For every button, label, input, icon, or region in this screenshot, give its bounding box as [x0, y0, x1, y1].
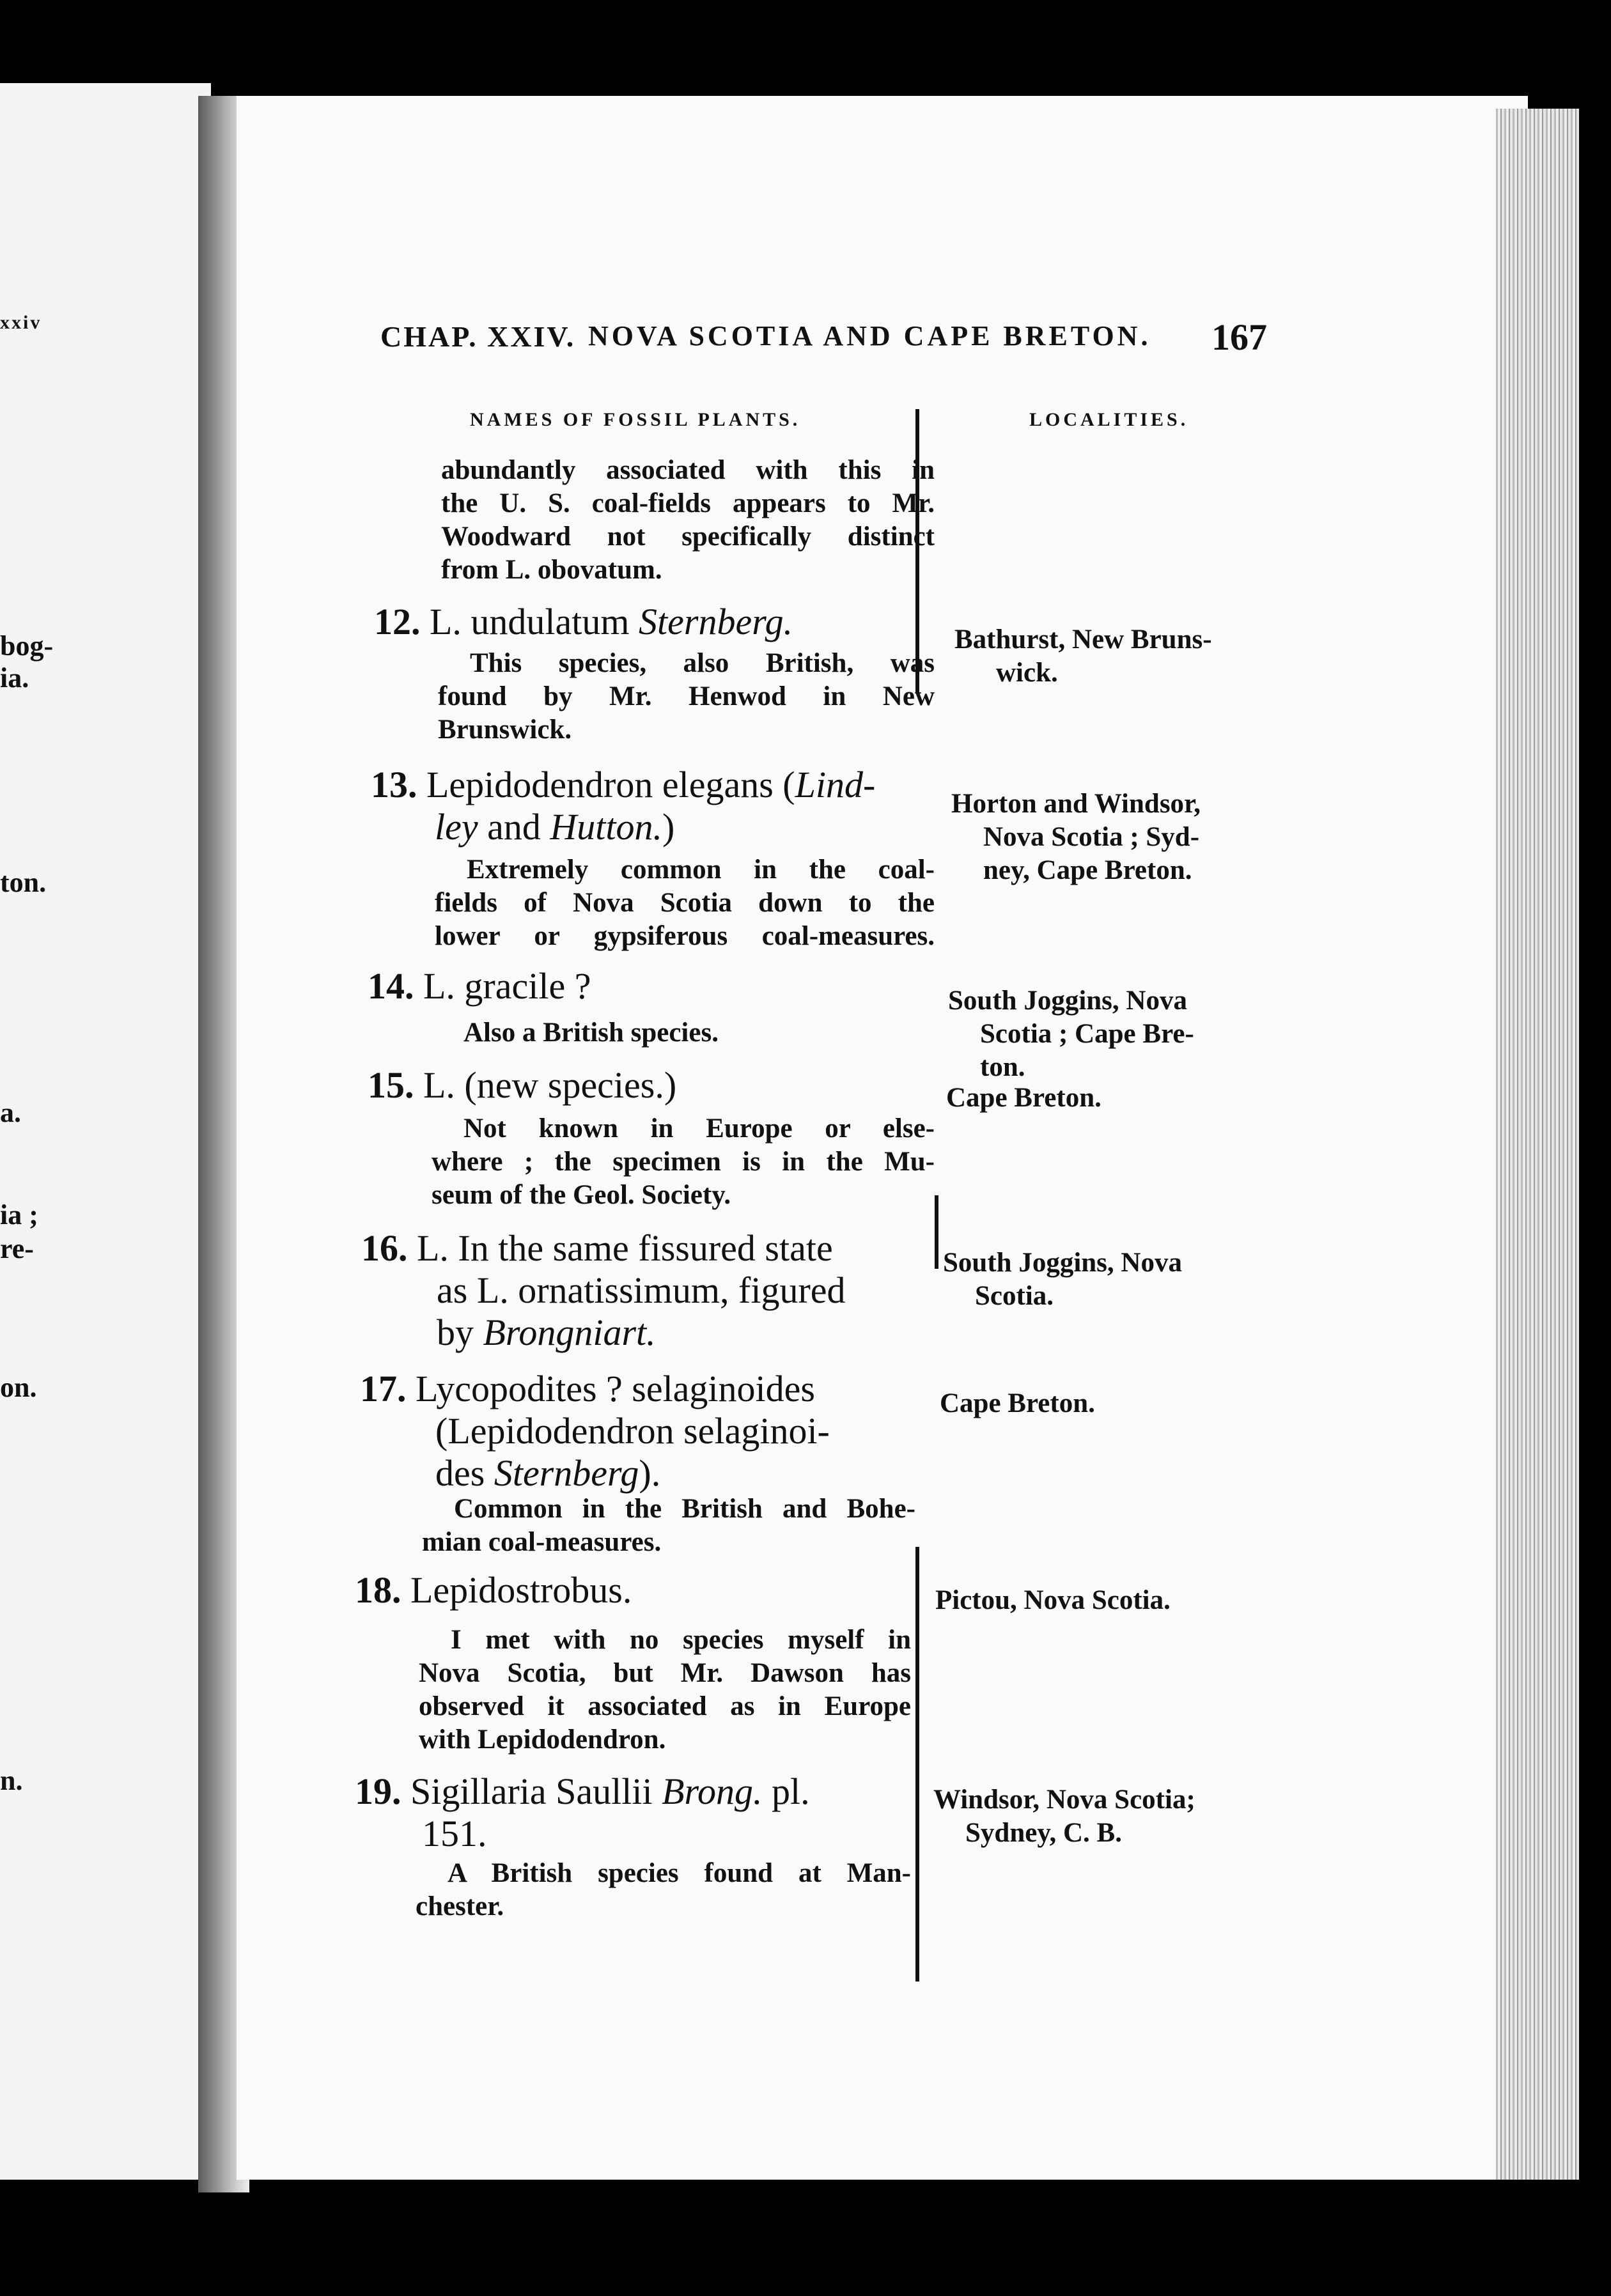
- entry-13-locality: Horton and Windsor, Nova Scotia ; Syd- ney, Cape Breton.: [951, 789, 1201, 885]
- entry-18-locality: Pictou, Nova Scotia.: [935, 1585, 1171, 1615]
- entry-12-title: 12. L. undulatum Sternberg.: [374, 601, 793, 642]
- left-fragment: ia ;: [0, 1199, 38, 1230]
- column-rule: [915, 1547, 919, 1982]
- entry-18-title: 18. Lepidostrobus.: [355, 1569, 632, 1611]
- entry-14-note: Also a British species.: [463, 1018, 719, 1048]
- entry-12-locality: Bathurst, New Bruns- wick.: [954, 624, 1212, 688]
- entry-17-title: 17. Lycopodites ? selaginoides (Lepidodendron selaginoi- des Sternberg).: [360, 1368, 830, 1494]
- entry-16-title: 16. L. In the same fissured state as L. ornatissimum, figured by Brongniart.: [361, 1227, 846, 1353]
- left-fragment: re-: [0, 1233, 34, 1264]
- left-fragment: on.: [0, 1372, 37, 1403]
- entry-16-locality: South Joggins, Nova Scotia.: [943, 1248, 1182, 1311]
- entry-15-note: Not known in Europe or else- where ; the specimen is in the Mu- seum of the Geol. Society.: [432, 1113, 935, 1210]
- entry-19-locality: Windsor, Nova Scotia; Sydney, C. B.: [933, 1785, 1195, 1848]
- page-title: NOVA SCOTIA AND CAPE BRETON.: [588, 320, 1151, 352]
- page-edges: [1496, 109, 1579, 2180]
- column-rule: [935, 1195, 938, 1269]
- entry-15-title: 15. L. (new species.): [368, 1064, 677, 1106]
- entry-14-locality: South Joggins, Nova Scotia ; Cape Bre- ton.: [948, 986, 1194, 1082]
- entry-19-note: A British species found at Man- chester.: [416, 1858, 911, 1921]
- entry-13-note: Extremely common in the coal- fields of Nova Scotia down to the lower or gypsiferous coal-measures.: [435, 855, 935, 951]
- names-column-heading: NAMES OF FOSSIL PLANTS.: [470, 409, 801, 430]
- left-fragment: ia.: [0, 662, 29, 694]
- entry-17-note: Common in the British and Bohe- mian coal-measures.: [422, 1494, 915, 1557]
- entry-15-locality: Cape Breton.: [946, 1083, 1101, 1113]
- left-fragment: ton.: [0, 867, 47, 898]
- running-head: [380, 316, 1275, 364]
- page-number: 167: [1211, 316, 1267, 358]
- entry-18-note: I met with no species myself in Nova Scotia, but Mr. Dawson has observed it associated as in Europe with Lepidodendron.: [419, 1625, 911, 1755]
- left-page-fragment: [0, 83, 211, 2180]
- left-fragment: n.: [0, 1765, 23, 1796]
- left-fragment: xxiv: [0, 312, 42, 333]
- entry-note: abundantly associated with this in the U. S. coal-fields appears to Mr. Woodward not specifically distinct from L. obovatum.: [441, 455, 935, 585]
- entry-17-locality: Cape Breton.: [940, 1388, 1095, 1418]
- left-fragment: a.: [0, 1097, 21, 1128]
- entry-12-note: This species, also British, was found by Mr. Henwod in New Brunswick.: [438, 648, 935, 745]
- chapter-label: CHAP. XXIV.: [380, 320, 576, 353]
- localities-column-heading: LOCALITIES.: [1029, 409, 1189, 430]
- entry-13-title: 13. Lepidodendron elegans (Lind- ley and Hutton.): [371, 764, 876, 848]
- entry-14-title: 14. L. gracile ?: [368, 965, 591, 1007]
- entry-19-title: 19. Sigillaria Saullii Brong. pl. 151.: [355, 1771, 810, 1854]
- left-fragment: bog-: [0, 630, 54, 662]
